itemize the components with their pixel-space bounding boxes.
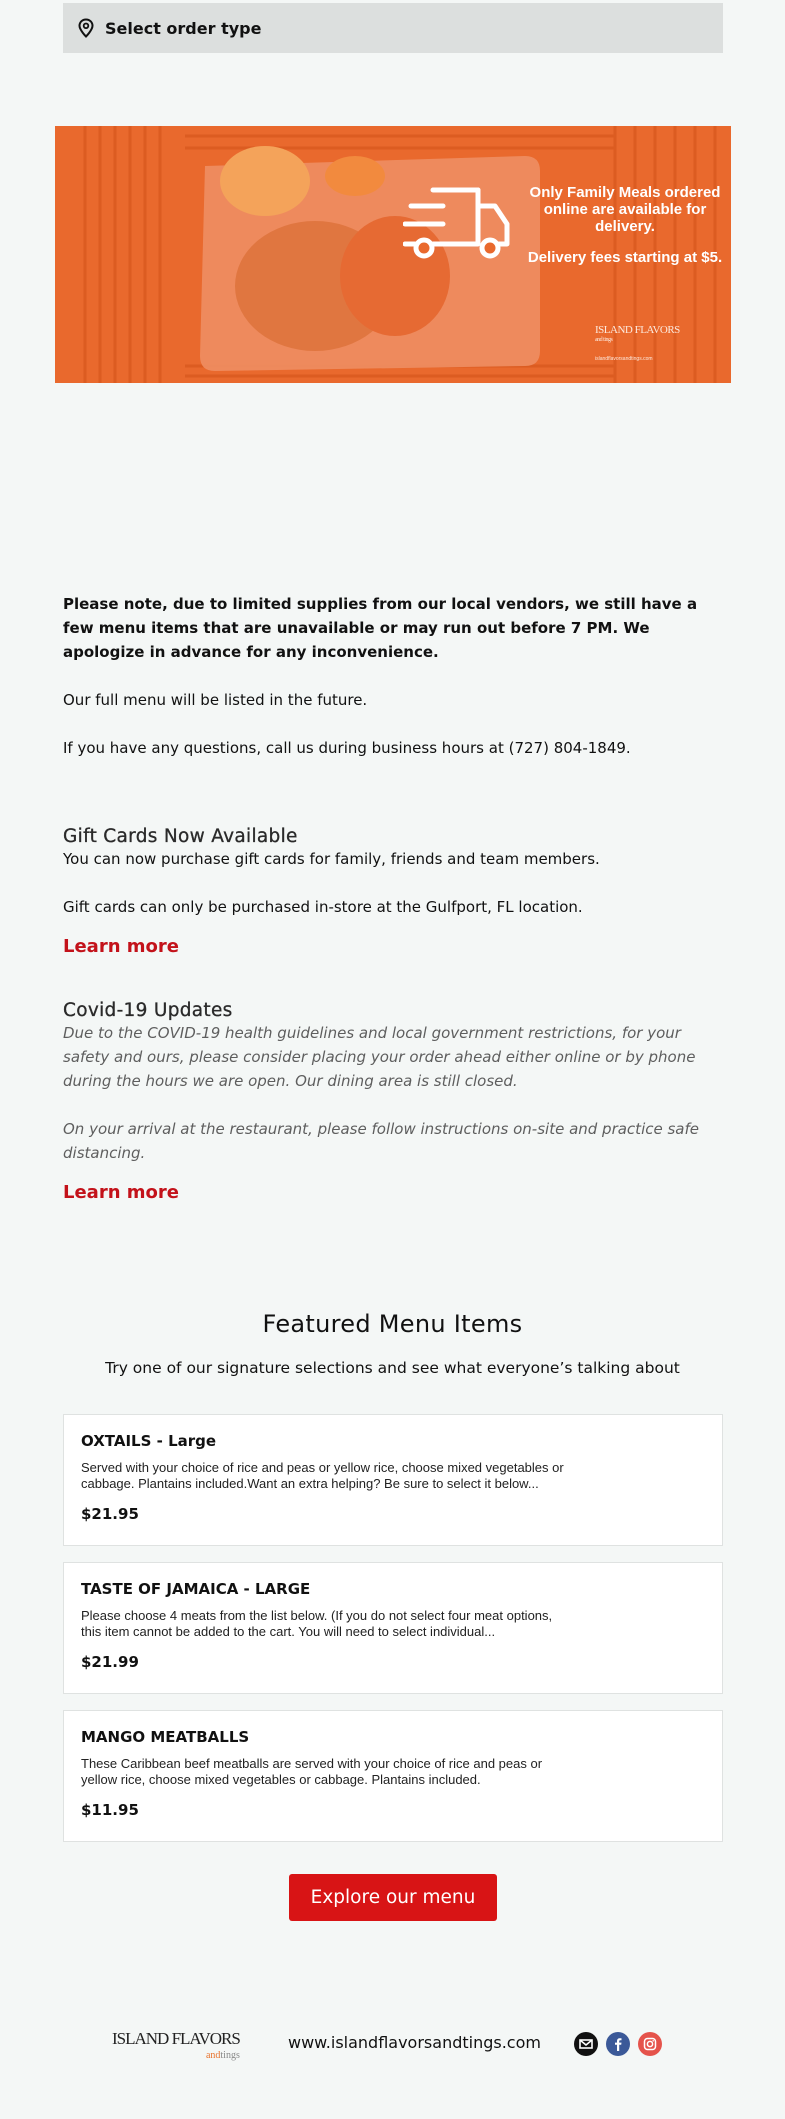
banner-text bbox=[525, 184, 725, 266]
footer-logo[interactable] bbox=[112, 2030, 240, 2064]
gift-cards-text-1: You can now purchase gift cards for family, friends and team members. bbox=[63, 850, 600, 868]
covid-section bbox=[63, 1000, 723, 1203]
menu-item-price: $21.99 bbox=[81, 1653, 139, 1671]
select-order-type-button[interactable] bbox=[63, 3, 723, 53]
banner-url: islandflavorsandtings.com bbox=[595, 356, 653, 362]
explore-menu-button[interactable]: Explore our menu bbox=[289, 1874, 497, 1921]
menu-item-description: Served with your choice of rice and peas or yellow rice, choose mixed vegetables or cabbage. Plantains included.Want an extra helping? Be sure to select it below... bbox=[81, 1460, 564, 1491]
facebook-icon[interactable] bbox=[606, 2032, 630, 2056]
featured-subtitle: Try one of our signature selections and see what everyone’s talking about bbox=[105, 1359, 680, 1377]
questions-note: If you have any questions, call us during business hours at (727) 804-1849. bbox=[63, 739, 631, 757]
banner-line-2: Delivery fees starting at $5. bbox=[527, 249, 723, 266]
footer-website-link[interactable]: www.islandflavorsandtings.com bbox=[288, 2033, 541, 2052]
menu-item-name: MANGO MEATBALLS bbox=[81, 1728, 250, 1746]
menu-item-description: Please choose 4 meats from the list below. (If you do not select four meat options, this item cannot be added to the cart. You will need to select individual... bbox=[81, 1608, 553, 1639]
menu-item-name: OXTAILS - Large bbox=[81, 1432, 217, 1450]
featured-title: Featured Menu Items bbox=[262, 1310, 523, 1338]
email-icon[interactable] bbox=[574, 2032, 598, 2056]
full-menu-note: Our full menu will be listed in the future. bbox=[63, 691, 368, 709]
gift-cards-text-2: Gift cards can only be purchased in-store at the Gulfport, FL location. bbox=[63, 898, 583, 916]
menu-item-card[interactable] bbox=[63, 1562, 723, 1694]
banner-logo: ISLAND FLAVORS and tings bbox=[595, 324, 680, 343]
menu-item-card[interactable] bbox=[63, 1710, 723, 1842]
order-type-label: Select order type bbox=[105, 18, 262, 38]
notice-section bbox=[63, 592, 723, 784]
footer-logo-text: ISLAND FLAVORS bbox=[112, 2029, 240, 2048]
map-pin-icon bbox=[77, 18, 95, 38]
instagram-icon[interactable] bbox=[638, 2032, 662, 2056]
menu-item-description: These Caribbean beef meatballs are served with your choice of rice and peas or yellow rice, choose mixed vegetables or cabbage. Plantains included. bbox=[81, 1756, 543, 1787]
banner-line-1: Only Family Meals ordered online are available for delivery. bbox=[529, 184, 721, 235]
delivery-truck-icon bbox=[403, 182, 513, 262]
menu-item-price: $11.95 bbox=[81, 1801, 139, 1819]
delivery-banner bbox=[55, 126, 731, 383]
supply-notice: Please note, due to limited supplies from our local vendors, we still have a few menu items that are unavailable or may run out before 7 PM. We apologize in advance for any inconvenience. bbox=[63, 595, 698, 661]
menu-item-price: $21.95 bbox=[81, 1505, 139, 1523]
menu-item-card[interactable] bbox=[63, 1414, 723, 1546]
footer-logo-sub: andtings bbox=[205, 2050, 240, 2061]
covid-text-2: On your arrival at the restaurant, please follow instructions on-site and practice safe distancing. bbox=[63, 1120, 699, 1162]
gift-cards-section bbox=[63, 826, 723, 957]
gift-cards-learn-more-link[interactable]: Learn more bbox=[63, 936, 179, 957]
covid-text-1: Due to the COVID-19 health guidelines and local government restrictions, for your safety and ours, please consider placing your order ahead either online or by phone during the hours we are open. Our dining area is still closed. bbox=[63, 1024, 696, 1090]
menu-item-name: TASTE OF JAMAICA - LARGE bbox=[81, 1580, 311, 1598]
covid-learn-more-link[interactable]: Learn more bbox=[63, 1182, 179, 1203]
covid-title: Covid-19 Updates bbox=[63, 1000, 233, 1021]
gift-cards-title: Gift Cards Now Available bbox=[63, 826, 298, 847]
